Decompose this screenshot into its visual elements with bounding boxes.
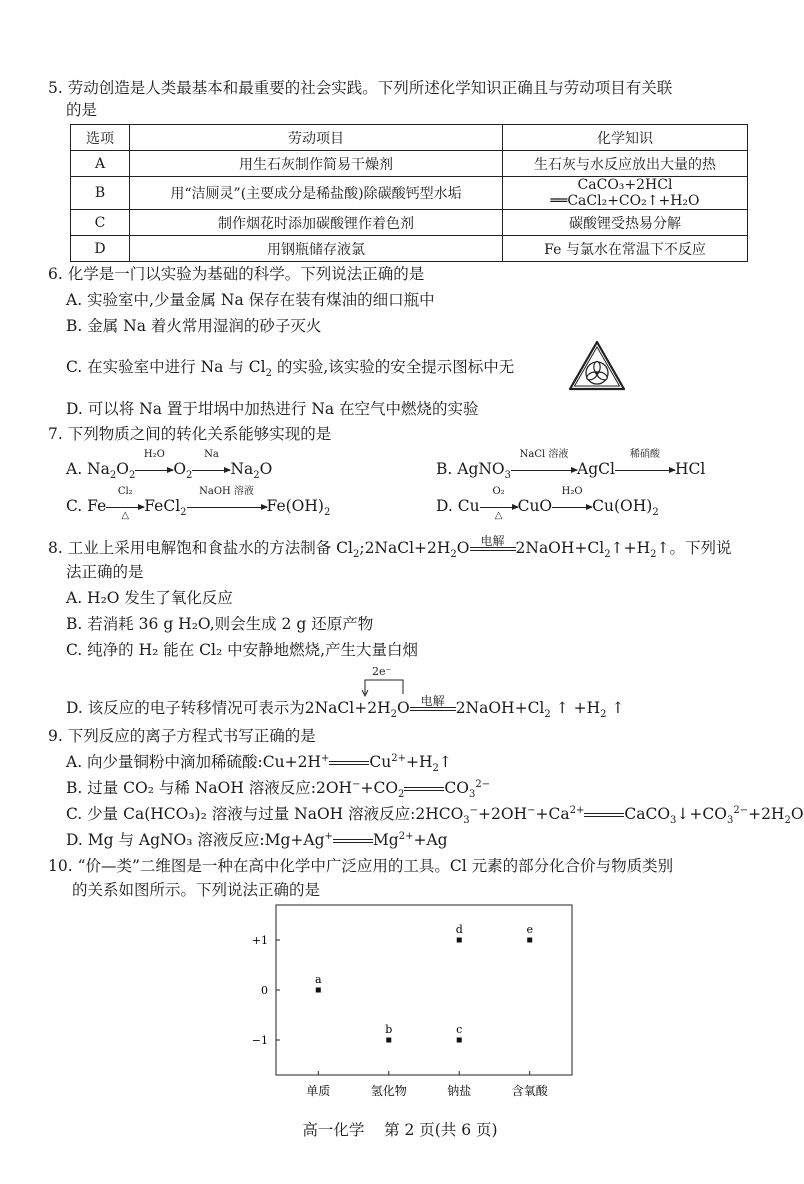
- arrow-naoh: [187, 486, 267, 516]
- point-label-b: b: [385, 1023, 393, 1036]
- q6-option-b: B. 金属 Na 着火常用湿润的砂子灭火: [66, 317, 322, 335]
- q7-option-a: A. $Na_2O_2$ H₂O $O_2$ Na $Na_2O$: [66, 459, 272, 479]
- row-knowledge: 生石灰与水反应放出大量的热: [503, 151, 748, 177]
- arrow-h2o-2: [552, 486, 592, 516]
- row-option: D: [71, 236, 130, 262]
- q7-option-c: C. Fe Cl₂ △ FeCl$_2$ NaOH 溶液 $Fe(OH)_2$: [66, 496, 330, 516]
- row-knowledge: Fe 与氯水在常温下不反应: [503, 236, 748, 262]
- row-option: B: [71, 177, 130, 210]
- q8-stem-post: 。下列说: [669, 539, 732, 557]
- header-option: 选项: [71, 125, 130, 151]
- q9-a-pre: A. 向少量铜粉中滴加稀硫酸:: [66, 753, 263, 771]
- arrow-label: H₂O: [143, 449, 165, 460]
- q8-option-c: C. 纯净的 H₂ 能在 Cl₂ 中安静地燃烧,产生大量白烟: [66, 641, 419, 659]
- arrow-na: [192, 449, 230, 479]
- point-e: [527, 938, 532, 943]
- heat-symbol: △: [121, 510, 130, 521]
- row-knowledge: 碳酸锂受热易分解: [503, 210, 748, 236]
- arrow-label: Cl₂: [117, 486, 133, 497]
- q10-stem-line1: 10. “价—类”二维图是一种在高中化学中广泛应用的工具。Cl 元素的部分化合价与物质类别: [48, 857, 674, 875]
- equals-sign: [333, 839, 373, 843]
- q7-a-label: A. Na: [66, 460, 110, 478]
- table-row: [71, 210, 748, 236]
- q5-stem-line2: 的是: [66, 101, 98, 119]
- q9-b-pre: B. 过量 CO₂ 与稀 NaOH 溶液反应:: [66, 779, 316, 797]
- q8-d-pre: D. 该反应的电子转移情况可表示为: [66, 699, 305, 717]
- page-footer: 高一化学 第 2 页(共 6 页): [302, 1121, 498, 1139]
- point-label-e: e: [526, 923, 533, 936]
- q6-option-a: A. 实验室中,少量金属 Na 保存在装有煤油的细口瓶中: [66, 291, 435, 309]
- q8-option-b: B. 若消耗 36 g H₂O,则会生成 2 g 还原产物: [66, 615, 374, 633]
- table-row: [71, 151, 748, 177]
- x-tick-label: 钠盐: [447, 1084, 472, 1098]
- q7-option-d: D. Cu O₂ △ CuO H₂O $Cu(OH)_2$: [436, 496, 659, 516]
- heat-symbol: △: [494, 510, 503, 521]
- q10-stem-line2: 的关系如图所示。下列说法正确的是: [72, 881, 321, 899]
- valence-class-chart: [240, 900, 580, 1110]
- arrow-label: NaCl 溶液: [519, 449, 569, 460]
- row-knowledge: CaCO₃+2HCl ══CaCl₂+CO₂↑+H₂O: [503, 177, 748, 210]
- q7-b-label: B. AgNO: [436, 460, 505, 478]
- y-tick-label: 0: [261, 984, 268, 997]
- arrow-nacl: [511, 449, 577, 479]
- q6-c-post: 的实验,该实验的安全提示图标中无: [271, 358, 515, 376]
- electrolysis-label: 电解: [420, 694, 445, 708]
- q7-stem: 7. 下列物质之间的转化关系能够实现的是: [48, 425, 332, 443]
- row-task: 用钢瓶储存液氯: [130, 236, 503, 262]
- point-label-a: a: [315, 973, 322, 986]
- x-tick-label: 氢化物: [370, 1084, 407, 1098]
- arrow-o2: [480, 486, 518, 521]
- y-tick-label: −1: [251, 1034, 268, 1047]
- x-tick-label: 单质: [306, 1084, 331, 1098]
- x-tick-label: 含氧酸: [511, 1084, 548, 1098]
- q8-stem-line2: 法正确的是: [66, 563, 144, 581]
- arrow-label: H₂O: [561, 486, 583, 497]
- point-label-d: d: [455, 923, 463, 936]
- q8-option-d: D. 该反应的电子转移情况可表示为$2NaCl+2H_2O$ 电解 $2NaOH+Cl_2$ ↑ $+H_2$ ↑: [66, 698, 624, 718]
- equals-sign: [404, 787, 444, 791]
- row-task: 制作烟花时添加碳酸锂作着色剂: [130, 210, 503, 236]
- arrow-label: NaOH 溶液: [199, 486, 254, 497]
- electrolysis-sign: [410, 694, 456, 711]
- row-option: C: [71, 210, 130, 236]
- q5-stem-line1: 5. 劳动创造是人类最基本和最重要的社会实践。下列所述化学知识正确且与劳动项目有关联: [48, 79, 673, 97]
- q6-option-d: D. 可以将 Na 置于坩埚中加热进行 Na 在空气中燃烧的实验: [66, 400, 479, 418]
- arrow-label: 稀硝酸: [629, 449, 660, 460]
- arrow-label: Na: [204, 449, 219, 460]
- q8-stem-pre: 8. 工业上采用电解饱和食盐水的方法制备 Cl: [48, 539, 353, 557]
- q9-c-pre: C. 少量 Ca(HCO₃)₂ 溶液与过量 NaOH 溶液反应:: [66, 805, 416, 823]
- arrow-h2o: [135, 449, 173, 479]
- table-row: [71, 177, 748, 210]
- electrolysis-label: 电解: [480, 534, 505, 548]
- q9-option-a: A. 向少量铜粉中滴加稀硫酸:Cu+2H+ $Cu^{2+}+H_2↑$: [66, 752, 452, 775]
- q9-option-d: D. Mg 与 AgNO₃ 溶液反应:Mg+Ag+ $Mg^{2+}+Ag$: [66, 830, 448, 849]
- point-b: [386, 1038, 391, 1043]
- q7-c-label: C. Fe: [66, 497, 107, 515]
- arrow-cl2: [106, 486, 144, 521]
- row-task: 用生石灰制作简易干燥剂: [130, 151, 503, 177]
- point-label-c: c: [456, 1023, 463, 1036]
- table-row: [71, 236, 748, 262]
- electrolysis-sign: [470, 534, 516, 551]
- row-option: A: [71, 151, 130, 177]
- equals-sign: [329, 761, 369, 765]
- point-c: [457, 1038, 462, 1043]
- q8-stem: 8. 工业上采用电解饱和食盐水的方法制备 $Cl_2;2NaCl+2H_2O$ 电解 $2NaOH+Cl_2↑+H_2↑$。下列说: [48, 538, 731, 558]
- q9-stem: 9. 下列反应的离子方程式书写正确的是: [48, 727, 316, 745]
- q8-option-a: A. H₂O 发生了氧化反应: [66, 589, 233, 607]
- header-task: 劳动项目: [130, 125, 503, 151]
- row-task: 用“洁厕灵”(主要成分是稀盐酸)除碳酸钙型水垢: [130, 177, 503, 210]
- arrow-label: O₂: [492, 486, 505, 497]
- ventilation-fan-icon: [568, 340, 626, 392]
- q5-table: [70, 124, 748, 262]
- point-a: [316, 988, 321, 993]
- q9-option-c: C. 少量 Ca(HCO₃)₂ 溶液与过量 NaOH 溶液反应$:2HCO_3^-+2OH^-+Ca^{2+}$ $CaCO_3↓+CO_3^{2-}+2H_2O$: [66, 804, 804, 827]
- q6-stem: 6. 化学是一门以实验为基础的科学。下列说法正确的是: [48, 265, 425, 283]
- q6-option-c: C. 在实验室中进行 Na 与 $Cl_2$ 的实验,该实验的安全提示图标中无: [66, 358, 515, 380]
- q7-d-label: D. Cu: [436, 497, 480, 515]
- q6-c-pre: C. 在实验室中进行 Na 与 Cl: [66, 358, 266, 376]
- q9-option-b: B. 过量 CO₂ 与稀 NaOH 溶液反应$:2OH^-+CO_2$ $CO_3^{2-}$: [66, 778, 491, 801]
- q9-d-pre: D. Mg 与 AgNO₃ 溶液反应:: [66, 831, 265, 849]
- y-tick-label: +1: [251, 934, 268, 947]
- q7-option-b: B. AgNO$_3$ NaCl 溶液 AgCl 稀硝酸 HCl: [436, 459, 705, 479]
- header-knowledge: 化学知识: [503, 125, 748, 151]
- point-d: [457, 938, 462, 943]
- equals-sign: [584, 813, 624, 817]
- table-header-row: [71, 125, 748, 151]
- arrow-hno3: [615, 449, 675, 479]
- electron-label: 2e⁻: [372, 665, 392, 678]
